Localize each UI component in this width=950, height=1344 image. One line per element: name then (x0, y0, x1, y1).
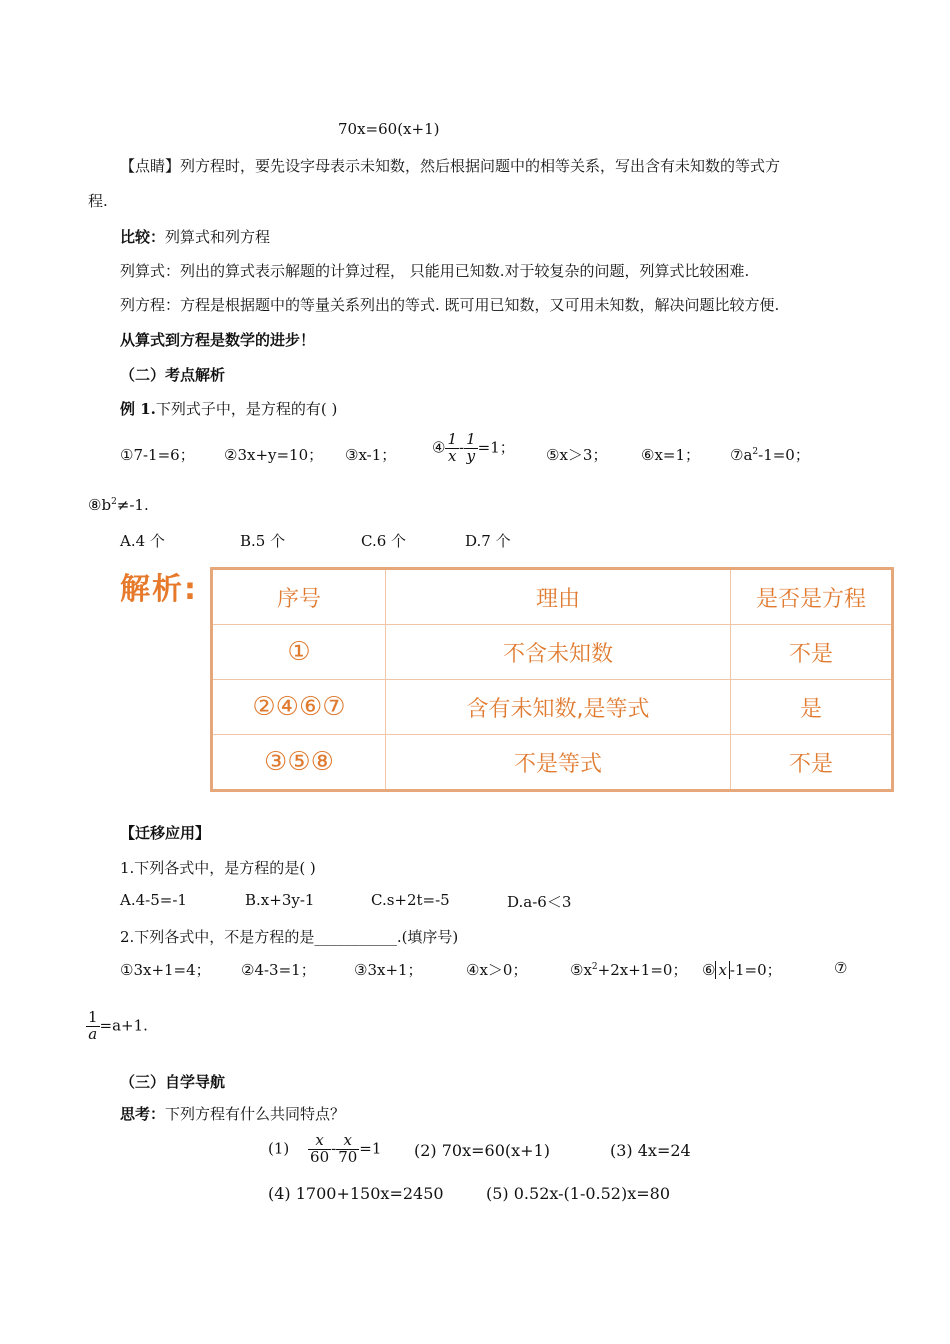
q2-option-5: $⑤x^2+2x+1=0$； (570, 961, 688, 979)
q2-option-7-expression: $\frac{1}{a}$ =a+1. (88, 1008, 148, 1043)
choice-b: B.5 个 (240, 532, 286, 550)
think-equation-1: (1) $\frac{x}{60}$ - $\frac{x}{70}$ =1 (268, 1131, 382, 1166)
header-is-equation: 是否是方程 (731, 569, 893, 625)
row-1-reason: 不含未知数 (386, 625, 731, 680)
think-equation-5: (5) 0.52x-(1-0.52)x=80 (486, 1184, 671, 1203)
analysis-header-row (212, 569, 893, 625)
q2-option-3: ③3x+1； (354, 961, 423, 979)
q2-options (0, 959, 950, 983)
transfer-q2: 2.下列各式中，不是方程的是___________.(填序号) (120, 928, 459, 946)
compare-title-text: 列算式和列方程 (165, 228, 271, 246)
analysis-table (210, 567, 894, 792)
row-1-index: ① (212, 625, 386, 680)
think-equation-3: (3) 4x=24 (610, 1141, 691, 1160)
compare-title (120, 226, 270, 247)
think-equation-2: (2) 70x=60(x+1) (414, 1141, 550, 1160)
q1-choice-c: C.s+2t=-5 (371, 891, 450, 909)
q1-choice-d: D.a-6＜3 (507, 893, 572, 911)
choice-a: A.4 个 (120, 532, 165, 550)
compare-arith: 列算式：列出的算式表示解题的计算过程， 只能用已知数.对于较复杂的问题，列算式比较困难. (120, 262, 750, 280)
row-2-reason: 含有未知数,是等式 (386, 680, 731, 735)
analysis-row (212, 735, 893, 791)
example-1-label: 例 1. (120, 400, 156, 418)
q1-choice-a: A.4-5=-1 (120, 891, 187, 909)
transfer-q1: 1.下列各式中，是方程的是( ) (120, 859, 316, 877)
q2-option-7-label: ⑦ (834, 959, 848, 977)
q1-choice-b: B.x+3y-1 (245, 891, 315, 909)
think-equation-4: (4) 1700+150x=2450 (268, 1184, 444, 1203)
choice-d: D.7 个 (465, 532, 511, 550)
option-7: $⑦a^2-1=0$； (730, 446, 810, 464)
tip-line-1 (120, 155, 780, 176)
analysis-row (212, 625, 893, 680)
option-4-minus: - (459, 438, 465, 457)
analysis-heading: 解析: (120, 572, 198, 607)
analysis-row (212, 680, 893, 735)
top-equation: 70x=60(x+1) (338, 120, 440, 138)
example-1-options (0, 432, 950, 482)
option-4-frac-x: $\frac{1}{x}$ (447, 430, 457, 465)
compare-conclusion: 从算式到方程是数学的进步！ (120, 331, 316, 349)
header-reason: 理由 (386, 569, 731, 625)
q2-option-1: ①3x+1=4； (120, 961, 211, 979)
q2-option-7-frac: $\frac{1}{a}$ (88, 1008, 98, 1043)
section-3-heading: （三）自学导航 (120, 1073, 226, 1091)
option-2: ②3x+y=10； (224, 446, 324, 464)
tip-line-2: 程. (88, 192, 108, 210)
option-4 (432, 432, 515, 465)
think-label: 思考： (120, 1105, 166, 1123)
option-4-prefix: ④ (432, 438, 446, 457)
option-4-frac-y: $\frac{1}{y}$ (466, 430, 476, 465)
option-6: ⑥x=1； (641, 446, 701, 464)
row-3-index: ③⑤⑧ (212, 735, 386, 791)
row-3-reason: 不是等式 (386, 735, 731, 791)
compare-equation: 列方程：方程是根据题中的等量关系列出的等式. 既可用已知数，又可用未知数，解决问题比较方便. (120, 296, 780, 314)
option-8: $⑧b^2\ne-1$. (88, 496, 149, 514)
option-5: ⑤x＞3； (546, 446, 608, 464)
option-1: ①7-1=6； (120, 446, 195, 464)
option-4-suffix: =1； (477, 438, 515, 457)
row-2-index: ②④⑥⑦ (212, 680, 386, 735)
q2-option-2: ②4-3=1； (241, 961, 316, 979)
tip-label: 【点睛】 (120, 157, 181, 175)
option-3: ③x-1； (345, 446, 397, 464)
think-line (120, 1103, 345, 1124)
choice-c: C.6 个 (361, 532, 407, 550)
q2-option-4: ④x＞0； (466, 961, 528, 979)
example-1-text: 下列式子中，是方程的有( ) (155, 400, 338, 418)
row-1-result: 不是 (731, 625, 893, 680)
section-2-heading: （二）考点解析 (120, 366, 226, 384)
header-index: 序号 (212, 569, 386, 625)
compare-label: 比较： (120, 228, 166, 246)
row-3-result: 不是 (731, 735, 893, 791)
think-text: 下列方程有什么共同特点？ (165, 1105, 346, 1123)
q2-option-6: ⑥ x -1=0； (702, 961, 782, 979)
row-2-result: 是 (731, 680, 893, 735)
example-1-question (120, 398, 337, 419)
tip-text-1: 列方程时，要先设字母表示未知数，然后根据问题中的相等关系，写出含有未知数的等式方 (180, 157, 781, 175)
transfer-heading: 【迁移应用】 (120, 824, 211, 842)
